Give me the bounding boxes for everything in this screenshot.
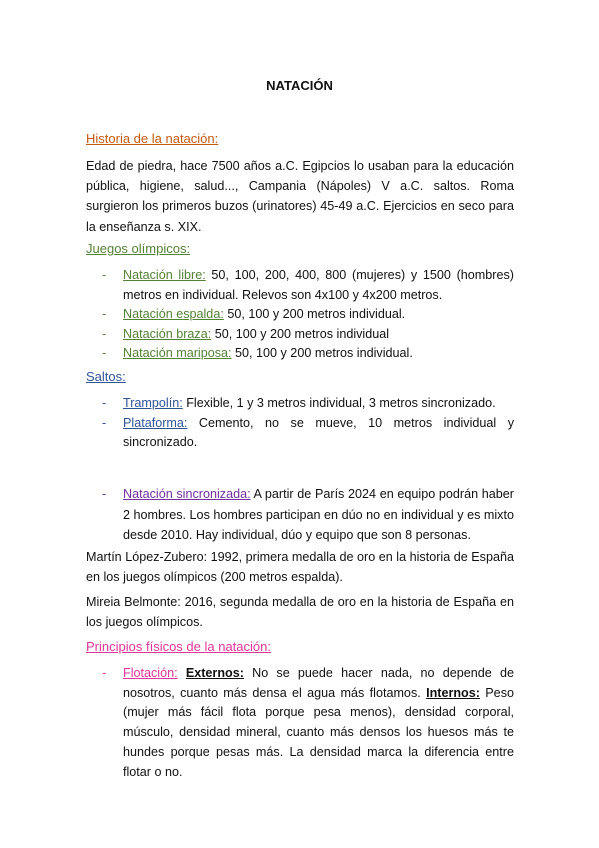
historia-paragraph: Edad de piedra, hace 7500 años a.C. Egipcios lo usaban para la educación pública, higiene, salud..., Campania (Nápoles) V a.C. saltos. Roma surgieron los primeros buzos (urinatores) 45-49 a.C. Ejercicios en seco para la enseñanza s. XIX. xyxy=(86,159,514,234)
bullet-dash: - xyxy=(102,307,107,322)
list-item-term: Natación mariposa: xyxy=(123,346,232,361)
list-item xyxy=(86,266,514,305)
section-heading-principios: Principios físicos de la natación: xyxy=(86,639,271,654)
list-item-text: Flexible, 1 y 3 metros individual, 3 metros sincronizado. xyxy=(182,396,496,410)
bullet-dash: - xyxy=(102,396,107,410)
list-item-text: 50, 100 y 200 metros individual xyxy=(211,326,390,341)
list-item-term: Natación sincronizada: xyxy=(123,487,251,501)
saltos-list xyxy=(86,394,514,453)
list-item-text: Cemento, no se mueve, 10 metros individual y sincronizado. xyxy=(123,415,514,450)
list-item xyxy=(86,394,514,414)
list-item-text: 50, 100 y 200 metros individual. xyxy=(223,307,406,322)
externos-text: No se puede hacer nada, no depende de nosotros, cuanto más densa el agua más flotamos. xyxy=(123,666,514,700)
page-title: NATACIÓN xyxy=(266,78,333,93)
list-item-term: Flotación: xyxy=(123,666,178,680)
list-item-text: A partir de París 2024 en equipo podrán haber 2 hombres. Los hombres participan en dúo no en individual y es mixto desde 2010. Hay individual, dúo y equipo que son 8 personas. xyxy=(123,487,514,542)
mireia-paragraph: Mireia Belmonte: 2016, segunda medalla de oro en la historia de España en los juegos olímpicos. xyxy=(86,595,514,630)
list-item-term: Natación braza: xyxy=(123,326,212,341)
externos-label: Externos: xyxy=(185,666,244,680)
internos-text: Peso (mujer más fácil flota porque pesa menos), densidad corporal, músculo, densidad mineral, cuanto más densos los huesos más te hundes porque pesas más. La densidad marca la diferencia entre flotar o no. xyxy=(123,685,514,779)
bullet-dash: - xyxy=(102,346,107,361)
list-item-term: Plataforma: xyxy=(123,415,188,430)
list-item-term: Natación espalda: xyxy=(123,307,224,322)
list-item xyxy=(86,664,514,782)
martin-paragraph: Martín López-Zubero: 1992, primera medalla de oro en la historia de España en los juegos olímpicos (200 metros espalda). xyxy=(86,550,514,585)
principios-list xyxy=(86,664,514,782)
list-item-text: 50, 100, 200, 400, 800 (mujeres) y 1500 (hombres) metros en individual. Relevos son 4x100 y 4x200 metros. xyxy=(123,268,514,302)
list-item xyxy=(86,305,514,325)
list-item xyxy=(86,325,514,345)
section-heading-juegos: Juegos olímpicos: xyxy=(86,241,191,256)
juegos-list xyxy=(86,266,514,364)
internos-label: Internos: xyxy=(426,685,480,700)
bullet-dash: - xyxy=(102,487,107,501)
list-item-term: Natación libre: xyxy=(123,268,206,282)
list-item-text: 50, 100 y 200 metros individual. xyxy=(231,346,413,361)
bullet-dash: - xyxy=(102,666,107,680)
list-item-term: Trampolín: xyxy=(123,396,183,410)
bullet-dash: - xyxy=(102,415,107,430)
sincronizada-list xyxy=(86,484,514,546)
bullet-dash: - xyxy=(102,326,107,341)
list-item xyxy=(86,344,514,364)
section-heading-saltos: Saltos: xyxy=(86,369,126,384)
list-item xyxy=(86,414,514,453)
section-heading-historia: Historia de la natación: xyxy=(86,131,219,146)
list-item xyxy=(86,484,514,546)
bullet-dash: - xyxy=(102,268,107,282)
